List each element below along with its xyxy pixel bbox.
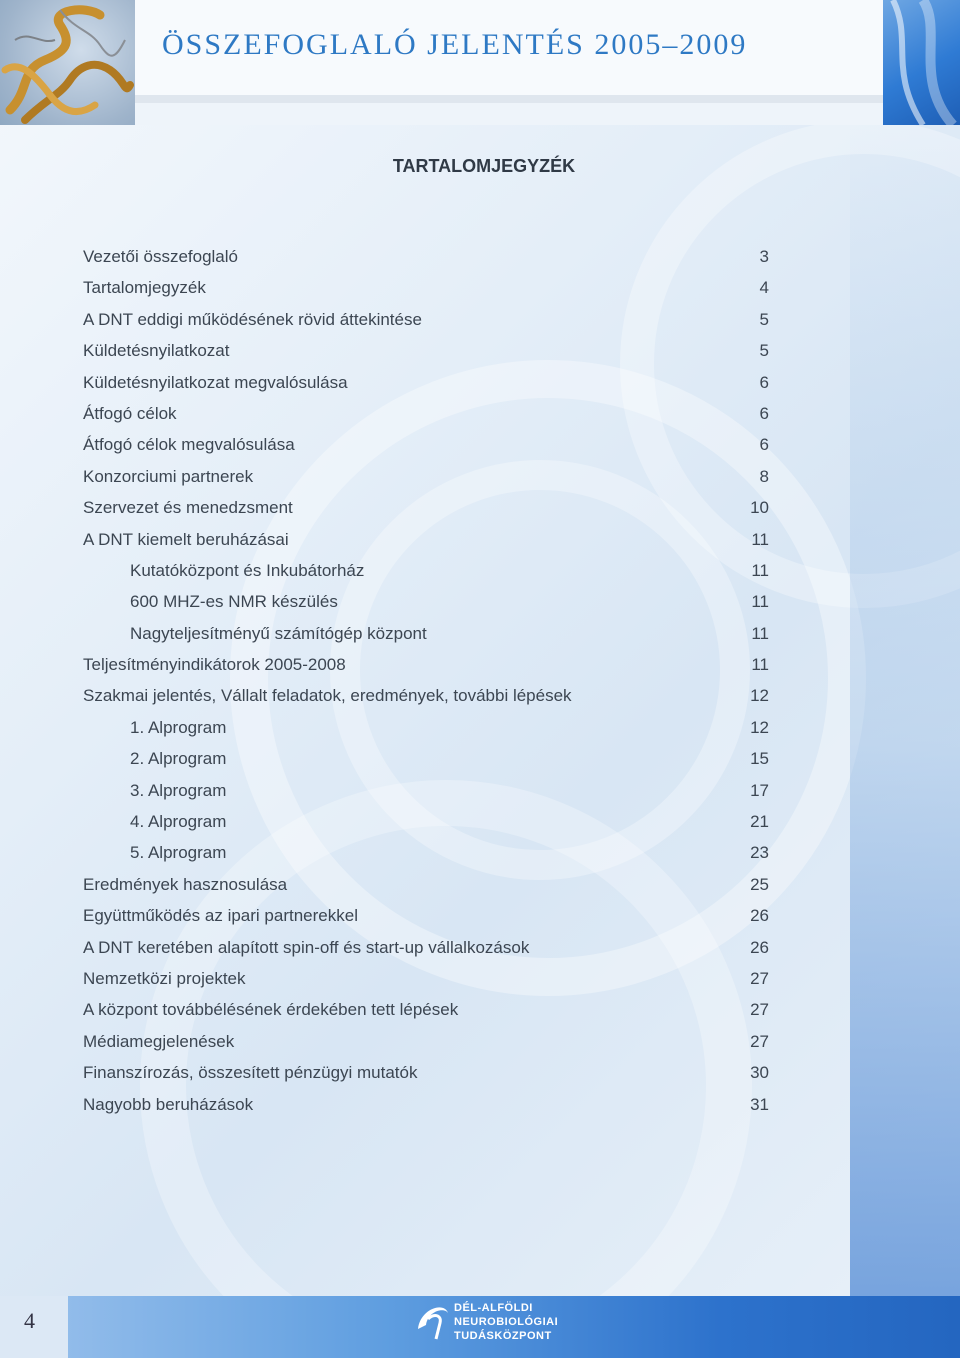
toc-entry-page: 8 — [759, 466, 769, 486]
toc-entry-label: 1. Alprogram — [130, 717, 227, 737]
toc-entry-label: Eredmények hasznosulása — [83, 874, 288, 894]
toc-entry-label: Konzorciumi partnerek — [83, 466, 254, 486]
toc-entry-page: 10 — [750, 498, 769, 518]
toc-entry[interactable] — [83, 841, 773, 872]
toc-entry-label: Teljesítményindikátorok 2005-2008 — [83, 655, 346, 675]
toc-entry-label: Nagyteljesítményű számítógép központ — [130, 623, 427, 643]
toc-entry[interactable] — [83, 528, 773, 559]
document-title: ÖSSZEFOGLALÓ JELENTÉS 2005–2009 — [162, 28, 748, 61]
toc-heading: TARTALOMJEGYZÉK — [392, 156, 576, 176]
toc-entry-page: 12 — [750, 686, 769, 706]
toc-entry-label: Tartalomjegyzék — [83, 278, 206, 298]
toc-entry[interactable] — [83, 245, 773, 276]
table-of-contents — [83, 245, 773, 1124]
org-name-line: TUDÁSKÖZPONT — [454, 1330, 552, 1342]
toc-entry-page: 26 — [750, 906, 769, 926]
toc-entry-page: 6 — [759, 435, 769, 455]
toc-entry[interactable] — [83, 339, 773, 370]
toc-entry-label: A DNT keretében alapított spin-off és start-up vállalkozások — [83, 937, 530, 957]
toc-entry-page: 11 — [751, 560, 769, 580]
toc-entry[interactable] — [83, 559, 773, 590]
toc-entry-label: Médiamegjelenések — [83, 1031, 235, 1051]
toc-entry-page: 11 — [751, 655, 769, 675]
toc-entry-label: Küldetésnyilatkozat megvalósulása — [83, 372, 348, 392]
toc-entry-label: Együttműködés az ipari partnerekkel — [83, 906, 358, 926]
toc-entry-label: Szervezet és menedzsment — [83, 498, 293, 518]
toc-entry[interactable] — [83, 747, 773, 778]
toc-entry-label: Nagyobb beruházások — [83, 1094, 254, 1114]
toc-entry-label: 2. Alprogram — [130, 749, 227, 769]
toc-entry[interactable] — [83, 1093, 773, 1124]
toc-entry[interactable] — [83, 465, 773, 496]
toc-entry-label: Átfogó célok megvalósulása — [83, 435, 295, 455]
toc-entry-page: 23 — [750, 843, 769, 863]
toc-entry[interactable] — [83, 308, 773, 339]
toc-entry-page: 17 — [750, 780, 769, 800]
toc-entry-page: 11 — [751, 592, 769, 612]
toc-entry[interactable] — [83, 276, 773, 307]
toc-entry-label: Nemzetközi projektek — [83, 968, 246, 988]
toc-entry[interactable] — [83, 590, 773, 621]
toc-entry-label: A központ továbbélésének érdekében tett lépések — [83, 1000, 459, 1020]
org-name-line: NEUROBIOLÓGIAI — [454, 1316, 559, 1328]
toc-entry[interactable] — [83, 810, 773, 841]
toc-entry-label: 600 MHZ-es NMR készülés — [130, 592, 338, 612]
toc-entry-page: 26 — [750, 937, 769, 957]
toc-entry-label: Vezetői összefoglaló — [83, 247, 238, 266]
toc-entry[interactable] — [83, 998, 773, 1029]
toc-entry-label: A DNT kiemelt beruházásai — [83, 529, 289, 549]
toc-entry-page: 6 — [759, 403, 769, 423]
toc-entry-page: 5 — [759, 309, 769, 329]
toc-entry-page: 30 — [750, 1063, 769, 1083]
toc-entry-page: 27 — [750, 1031, 769, 1051]
header-rule — [135, 95, 883, 103]
toc-entry-page: 5 — [759, 341, 769, 361]
toc-entry-page: 27 — [750, 968, 769, 988]
toc-entry-page: 11 — [751, 623, 769, 643]
toc-entry-page: 27 — [750, 1000, 769, 1020]
toc-entry-page: 21 — [750, 812, 769, 832]
toc-entry[interactable] — [83, 653, 773, 684]
toc-entry-label: Kutatóközpont és Inkubátorház — [130, 560, 365, 580]
toc-entry[interactable] — [83, 371, 773, 402]
page-number: 4 — [24, 1308, 35, 1333]
toc-entry[interactable] — [83, 433, 773, 464]
toc-entry-page: 3 — [759, 247, 769, 266]
toc-entry-page: 6 — [759, 372, 769, 392]
footer-organization-name — [454, 1301, 558, 1343]
toc-entry[interactable] — [83, 873, 773, 904]
toc-entry-label: 5. Alprogram — [130, 843, 227, 863]
protein-structure-image — [0, 0, 135, 125]
toc-entry[interactable] — [83, 402, 773, 433]
toc-entry-label: Szakmai jelentés, Vállalt feladatok, eredmények, további lépések — [83, 686, 572, 706]
toc-entry-label: Küldetésnyilatkozat — [83, 341, 230, 361]
corner-abstract-image — [883, 0, 960, 125]
toc-entry[interactable] — [83, 936, 773, 967]
toc-entry[interactable] — [83, 779, 773, 810]
right-decorative-band — [850, 125, 960, 1358]
toc-entry-label: 3. Alprogram — [130, 780, 227, 800]
toc-entry-page: 4 — [759, 278, 769, 298]
toc-entry-page: 25 — [750, 874, 769, 894]
toc-entry-label: A DNT eddigi működésének rövid áttekintése — [83, 309, 422, 329]
toc-entry[interactable] — [83, 622, 773, 653]
toc-entry-page: 12 — [750, 717, 769, 737]
toc-entry[interactable] — [83, 904, 773, 935]
toc-entry[interactable] — [83, 716, 773, 747]
toc-entry-page: 31 — [750, 1094, 769, 1114]
toc-entry-label: Átfogó célok — [83, 403, 177, 423]
toc-entry-page: 11 — [751, 529, 769, 549]
toc-entry-label: Finanszírozás, összesített pénzügyi mutatók — [83, 1063, 418, 1083]
toc-entry-label: 4. Alprogram — [130, 812, 227, 832]
toc-entry[interactable] — [83, 684, 773, 715]
toc-entry[interactable] — [83, 1061, 773, 1092]
toc-entry[interactable] — [83, 967, 773, 998]
org-name-line: DÉL-ALFÖLDI — [454, 1302, 533, 1314]
toc-entry[interactable] — [83, 1030, 773, 1061]
toc-entry-page: 15 — [750, 749, 769, 769]
toc-entry[interactable] — [83, 496, 773, 527]
